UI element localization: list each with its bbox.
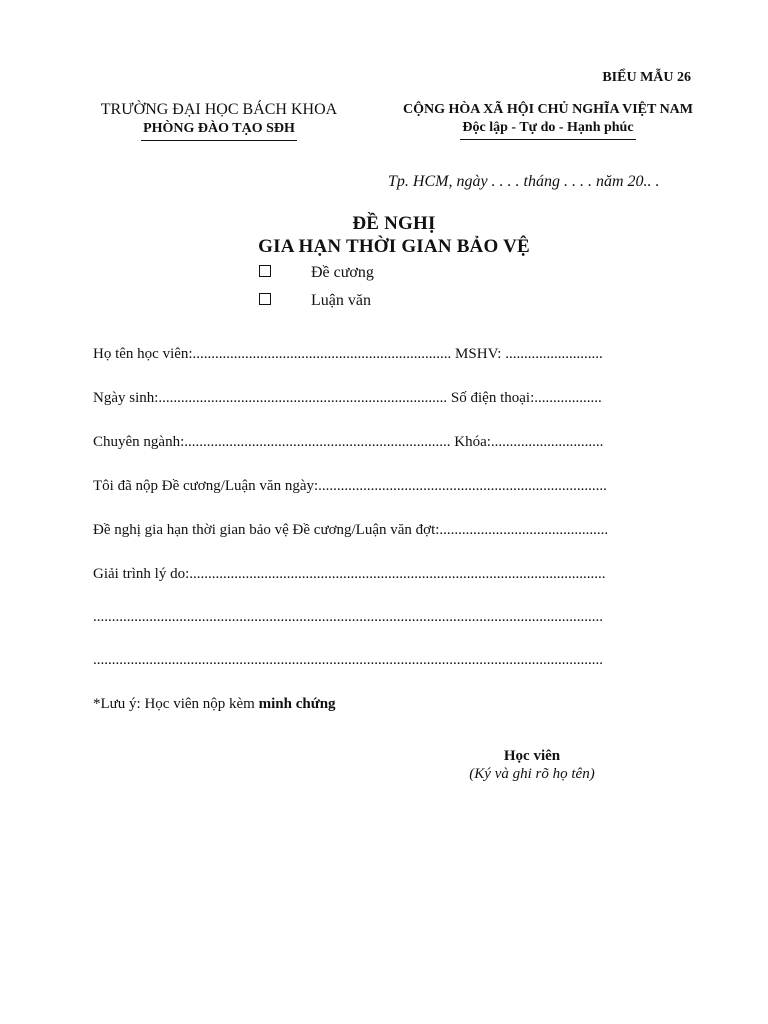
checkbox-luan-van[interactable]: [259, 293, 271, 305]
note: [93, 696, 336, 713]
school-name: TRƯỜNG ĐẠI HỌC BÁCH KHOA: [100, 101, 338, 118]
signature-block: [432, 747, 632, 783]
option-de-cuong[interactable]: [259, 264, 374, 282]
option-label: Đề cương: [311, 264, 374, 281]
note-emphasis: minh chứng: [258, 696, 336, 712]
checkbox-de-cuong[interactable]: [259, 265, 271, 277]
title-line-1: ĐỀ NGHỊ: [352, 213, 436, 234]
national-header: [376, 101, 720, 140]
signer-hint: (Ký và ghi rõ họ tên): [469, 766, 595, 782]
form-code: BIỂU MẪU 26: [602, 70, 691, 85]
field-reason[interactable]: Giải trình lý do:...............................................................................................................: [93, 566, 606, 582]
document-title: [0, 212, 768, 258]
field-extension-round[interactable]: Đề nghị gia hạn thời gian bảo vệ Đề cương/Luận văn đợt:.............................................: [93, 522, 609, 538]
note-text: *Lưu ý: Học viên nộp kèm: [93, 696, 259, 712]
title-line-2: GIA HẠN THỜI GIAN BẢO VỆ: [258, 236, 530, 257]
field-student-name-id[interactable]: Họ tên học viên:..................................................................... MSHV: ..........................: [93, 346, 603, 362]
field-reason-continued[interactable]: ........................................................................................................................................: [93, 609, 603, 625]
option-luan-van[interactable]: [259, 292, 371, 310]
field-submission-date[interactable]: Tôi đã nộp Đề cương/Luận văn ngày:.............................................................................: [93, 478, 607, 494]
field-birthdate-phone[interactable]: Ngày sinh:............................................................................. Số điện thoại:..................: [93, 390, 602, 406]
department-name: PHÒNG ĐÀO TẠO SĐH: [141, 120, 297, 141]
option-label: Luận văn: [311, 292, 371, 309]
signer-title: Học viên: [503, 748, 561, 764]
republic-name: CỘNG HÒA XÃ HỘI CHỦ NGHĨA VIỆT NAM: [402, 102, 693, 117]
national-motto: Độc lập - Tự do - Hạnh phúc: [460, 119, 635, 140]
field-major-cohort[interactable]: Chuyên ngành:....................................................................... Khóa:..............................: [93, 434, 604, 450]
field-reason-continued[interactable]: ........................................................................................................................................: [93, 652, 603, 668]
date-line: Tp. HCM, ngày . . . . tháng . . . . năm 20.. .: [388, 173, 660, 190]
issuing-organization: [92, 100, 346, 141]
